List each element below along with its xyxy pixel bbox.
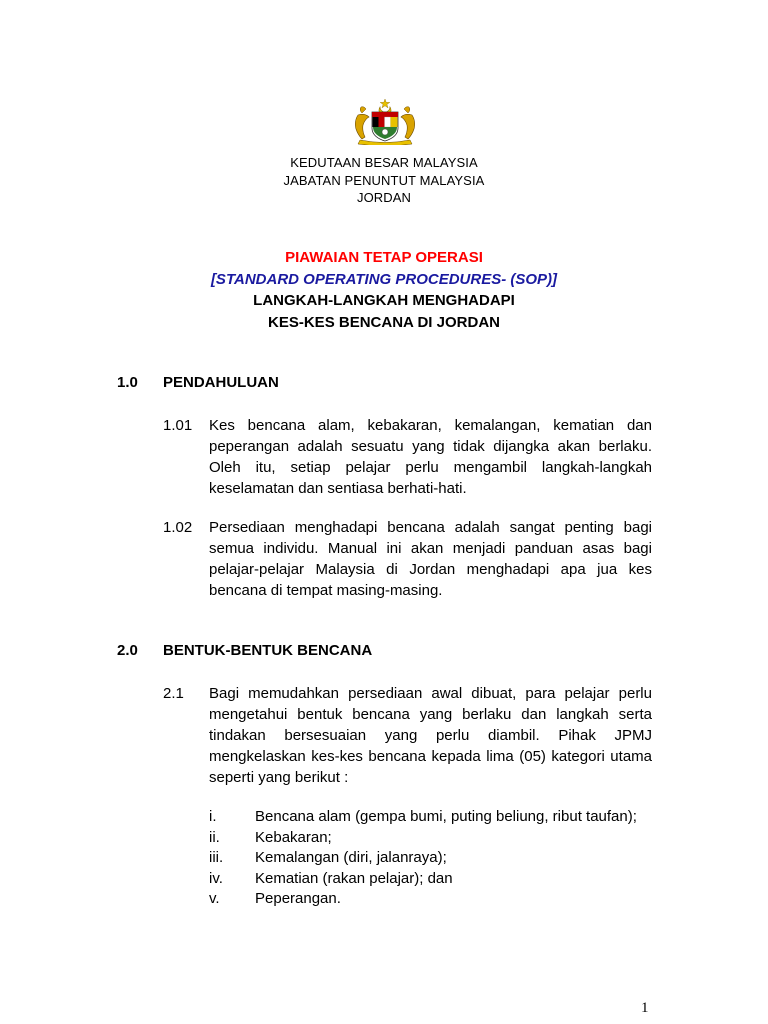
list-item-number: i. bbox=[209, 808, 217, 825]
list-item: Bencana alam (gempa bumi, puting beliung, ribut taufan); bbox=[255, 808, 637, 825]
paragraph-text: Kes bencana alam, kebakaran, kemalangan, kematian dan peperangan adalah sesuatu yang tidak dijangka akan berlaku. Oleh itu, setiap pelajar perlu mengambil langkah-langkah keselamatan dan sentiasa berhati-hati. bbox=[209, 417, 652, 497]
embassy-name: KEDUTAAN BESAR MALAYSIA bbox=[290, 155, 478, 170]
section-number: 2.0 bbox=[117, 642, 138, 659]
list-item: Kebakaran; bbox=[255, 829, 332, 846]
list-item-number: ii. bbox=[209, 829, 220, 846]
paragraph-number: 1.02 bbox=[163, 519, 193, 536]
document-title-line4: KES-KES BENCANA DI JORDAN bbox=[268, 314, 500, 331]
section-heading: PENDAHULUAN bbox=[163, 374, 279, 391]
list-item-number: iv. bbox=[209, 870, 223, 887]
paragraph-text: Persediaan menghadapi bencana adalah sangat penting bagi semua individu. Manual ini akan menjadi panduan asas bagi pelajar-pelajar Malaysia di Jordan menghadapi apa jua kes bencana di tempat masing-masing. bbox=[209, 519, 652, 599]
department-name: JABATAN PENUNTUT MALAYSIA bbox=[283, 173, 485, 188]
list-item-number: v. bbox=[209, 890, 220, 907]
coat-of-arms-logo bbox=[352, 97, 418, 145]
section-heading: BENTUK-BENTUK BENCANA bbox=[163, 642, 373, 659]
section-number: 1.0 bbox=[117, 374, 138, 391]
paragraph-text: Bagi memudahkan persediaan awal dibuat, para pelajar perlu mengetahui bentuk bencana yang berlaku dan langkah serta tindakan bersesuaian yang perlu diambil. Pihak JPMJ mengkelaskan kes-kes bencana kepada lima (05) kategori utama seperti yang berikut : bbox=[209, 685, 652, 786]
document-title-line3: LANGKAH-LANGKAH MENGHADAPI bbox=[253, 292, 515, 309]
paragraph-number: 1.01 bbox=[163, 417, 193, 434]
country-name: JORDAN bbox=[356, 190, 412, 205]
list-item: Kematian (rakan pelajar); dan bbox=[255, 870, 453, 887]
paragraph-number: 2.1 bbox=[163, 685, 184, 702]
document-subtitle: [STANDARD OPERATING PROCEDURES- (SOP)] bbox=[210, 271, 558, 288]
list-item-number: iii. bbox=[209, 849, 224, 866]
document-title: PIAWAIAN TETAP OPERASI bbox=[285, 249, 483, 266]
list-item: Peperangan. bbox=[255, 890, 341, 907]
page-number: 1 bbox=[641, 1000, 649, 1016]
list-item: Kemalangan (diri, jalanraya); bbox=[255, 849, 447, 866]
